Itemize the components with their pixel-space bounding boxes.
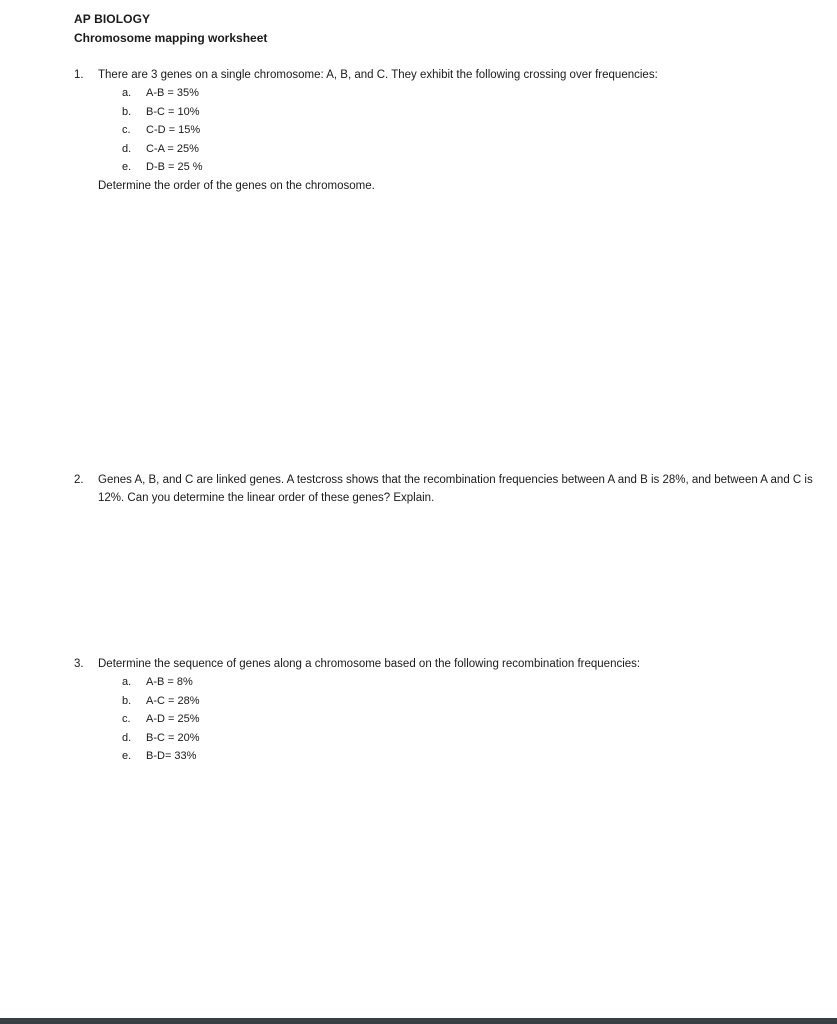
question-1-followup: Determine the order of the genes on the chromosome.	[98, 179, 375, 192]
list-item-letter: a.	[122, 87, 132, 99]
question-3	[74, 655, 814, 766]
list-item-text: B-C = 20%	[146, 731, 200, 744]
worksheet-title: AP BIOLOGY	[74, 12, 151, 26]
list-item	[74, 84, 814, 103]
question-text: There are 3 genes on a single chromosome: A, B, and C. They exhibit the following crossing over frequencies:	[98, 69, 658, 81]
list-item-letter: b.	[122, 105, 132, 118]
list-item-letter: d.	[122, 731, 132, 744]
list-item	[74, 140, 814, 159]
list-item	[74, 729, 814, 748]
list-item-text: B-D= 33%	[146, 750, 197, 762]
question-number: 1.	[74, 69, 84, 81]
question-text: Determine the sequence of genes along a chromosome based on the following recombination frequencies:	[98, 658, 641, 670]
list-item-letter: a.	[122, 676, 132, 688]
question-text: Genes A, B, and C are linked genes. A testcross shows that the recombination frequencies between A and B is 28%, and between A and C is 12%. Can you determine the linear order of these genes? Explain.	[98, 474, 813, 504]
list-item-text: A-B = 35%	[146, 87, 199, 99]
list-item-text: B-C = 10%	[146, 105, 200, 118]
question-1-prompt	[74, 66, 814, 84]
list-item-letter: d.	[122, 142, 132, 155]
list-item-letter: b.	[122, 694, 132, 707]
question-2-prompt	[74, 471, 814, 507]
question-number: 3.	[74, 658, 84, 670]
list-item	[74, 692, 814, 711]
list-item-letter: c.	[122, 124, 131, 136]
question-2	[74, 471, 814, 507]
list-item	[74, 710, 814, 729]
list-item	[74, 158, 814, 177]
list-item	[74, 121, 814, 140]
question-1	[74, 66, 814, 195]
screen-bottom-edge	[0, 1018, 837, 1024]
list-item	[74, 747, 814, 766]
question-3-frequency-list	[74, 673, 814, 766]
list-item	[74, 103, 814, 122]
list-item-text: A-C = 28%	[146, 694, 200, 707]
question-1-frequency-list	[74, 84, 814, 177]
question-3-prompt	[74, 655, 814, 673]
worksheet-subtitle: Chromosome mapping worksheet	[74, 31, 268, 45]
list-item-text: A-B = 8%	[146, 676, 193, 688]
list-item	[74, 673, 814, 692]
list-item-text: C-A = 25%	[146, 142, 199, 155]
question-number: 2.	[74, 474, 84, 486]
list-item-letter: e.	[122, 750, 132, 762]
list-item-letter: c.	[122, 713, 131, 725]
list-item-text: A-D = 25%	[146, 713, 200, 725]
list-item-text: C-D = 15%	[146, 124, 201, 136]
list-item-letter: e.	[122, 161, 132, 173]
list-item-text: D-B = 25 %	[146, 161, 203, 173]
